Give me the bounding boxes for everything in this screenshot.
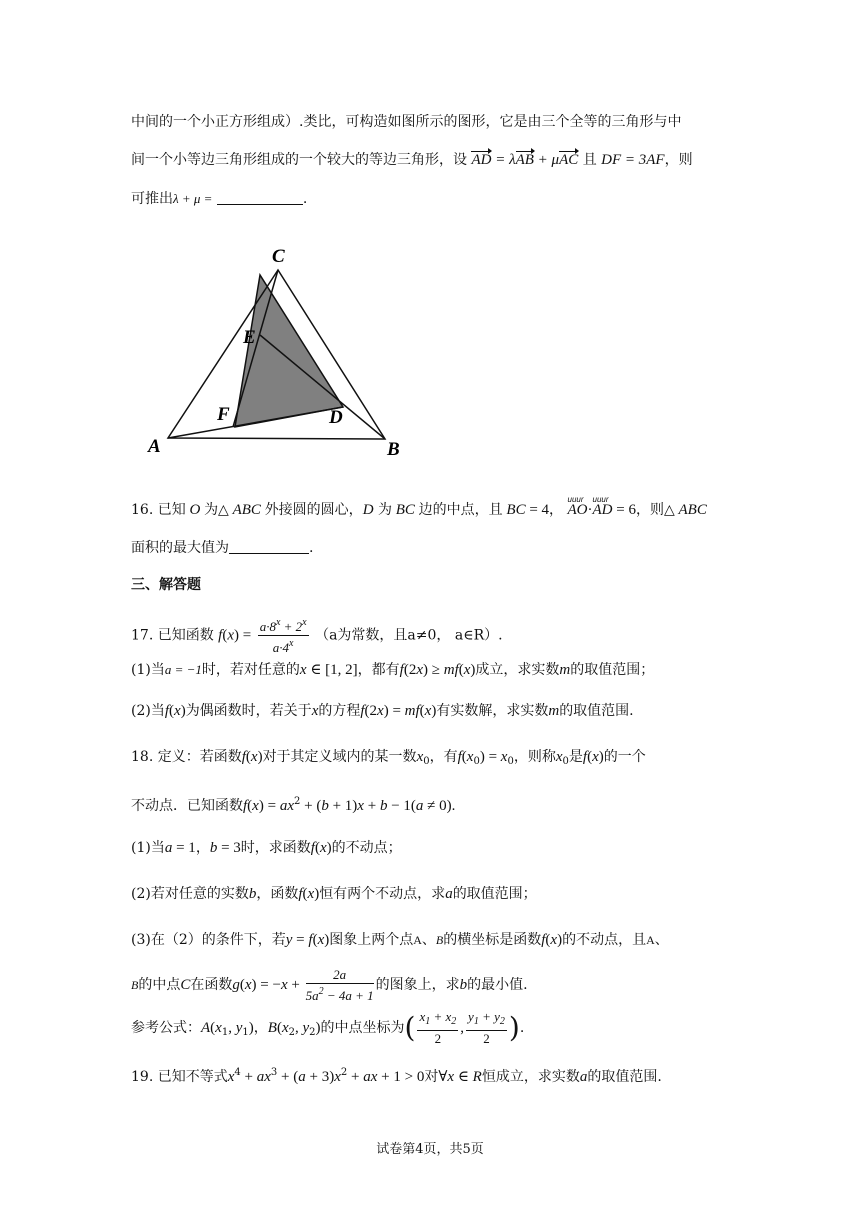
section-heading: 三、解答题	[131, 577, 201, 593]
p18-line1: 18. 定义：若函数f(x)对于其定义域内的某一数$x_0$，有$f(x_0) = x_0$，则称$x_0$是f(x)的一个	[131, 749, 646, 767]
label-E: E	[243, 327, 256, 348]
p18-q2: (2)若对任意的实数b，函数f(x)恒有两个不动点，求a的取值范围；	[131, 886, 537, 902]
p17-q1: (1)当a = −1时，若对任意的x ∈ [1, 2]，都有f(2x) ≥ mf(x)成立，求实数m的取值范围；	[131, 662, 655, 678]
p17-q2: (2)当f(x)为偶函数时，若关于x的方程f(2x) = mf(x)有实数解，求实数m的取值范围.	[131, 703, 634, 719]
label-B: B	[387, 439, 400, 460]
p18-q3: (3)在（2）的条件下，若y = f(x)图象上两个点A、B的横坐标是函数f(x)的不动点，且A、	[131, 932, 669, 948]
p18-reference: 参考公式：$A(x_1$, $y_1$)，$B(x_2$, $y_2$)的中点坐标为( $\frac{x_1 + x_2}{2}$ , $\frac{y_1 + y_2}{2}$ ).	[131, 1009, 525, 1046]
page-footer: 试卷第4页，共5页	[376, 1142, 484, 1157]
p16-line1: 16. 已知 O 为△ ABC 外接圆的圆心，D 为 BC 边的中点，且 BC = 4， uuur AO· uuur AD = 6，则△ ABC	[131, 495, 707, 518]
answer-blank	[217, 190, 303, 205]
p15-line1: 中间的一个小正方形组成）.类比，可构造如图所示的图形，它是由三个全等的三角形与中	[131, 114, 682, 130]
p15-line3: 可推出λ + μ = .	[131, 191, 308, 207]
p18-line2: 不动点．已知函数$f(x) = ax^2 + (b + 1)x + b - 1(a \ne 0)$.	[131, 796, 456, 814]
label-F: F	[217, 404, 230, 425]
triangle-figure	[145, 240, 410, 462]
p16-line2: 面积的最大值为 .	[131, 540, 314, 556]
p18-q1: (1)当a = 1，b = 3时，求函数f(x)的不动点；	[131, 840, 402, 856]
p17-line1: 17. 已知函数 f(x) = $\frac{a\cdot 8^x + 2^x}{a\cdot 4^x}$ （a为常数，且a≠0， a∈R）.	[131, 617, 503, 655]
p15-line2: 间一个小等边三角形组成的一个较大的等边三角形，设 AD = λAB + μAC 且 DF = 3AF，则	[131, 152, 693, 168]
inner-triangle	[235, 275, 343, 427]
p19-line1: 19. 已知不等式$x^4 + ax^3 + (a + 3)x^2$ + ax + 1 > 0对∀x ∈ R恒成立，求实数a的取值范围.	[131, 1067, 662, 1085]
label-C: C	[272, 246, 285, 267]
label-D: D	[329, 407, 343, 428]
p18-q3-line2: B的中点C在函数g(x) = −x + $\frac{2a}{5a^2 - 4a + 1}$ 的图象上，求b的最小值.	[131, 966, 528, 1003]
label-A: A	[148, 436, 161, 457]
